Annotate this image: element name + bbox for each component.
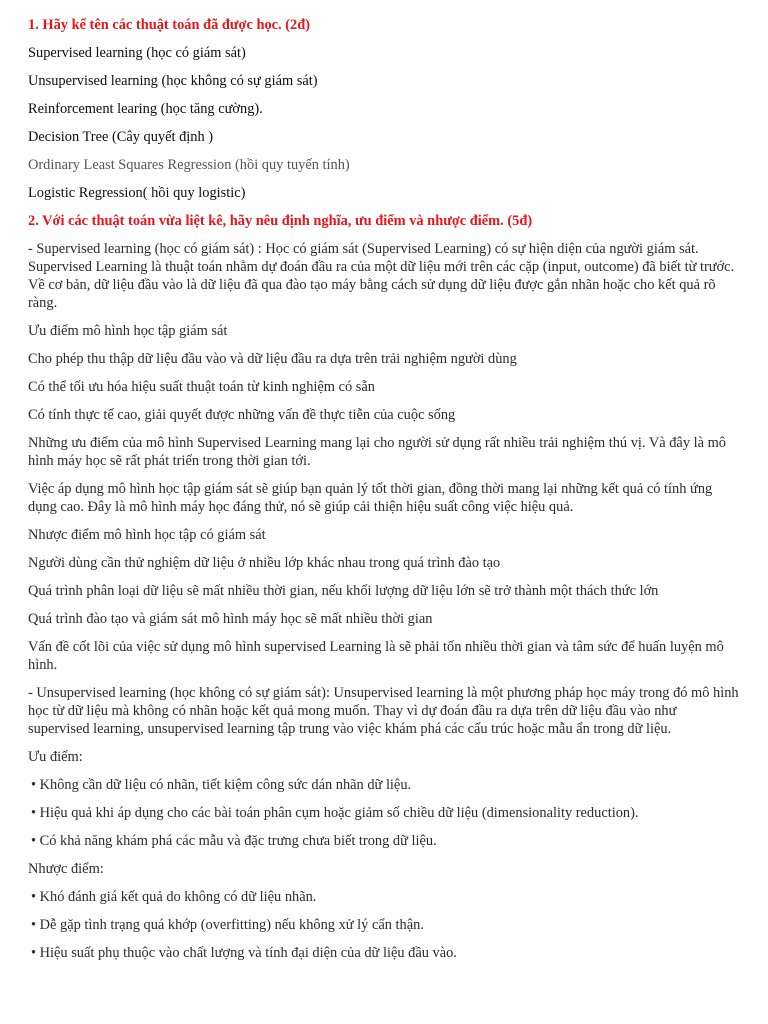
bullet-item: • Hiệu quả khi áp dụng cho các bài toán phân cụm hoặc giảm số chiều dữ liệu (dimensionality reduction). xyxy=(31,805,639,821)
unsupervised-definition-paragraph: - Unsupervised learning (học không có sự giám sát): Unsupervised learning là một phương pháp học máy trong đó mô hình học từ dữ liệu mà không có nhãn hoặc kết quả mong muốn. Thay vì dự đoán đầu ra dựa trên dữ liệu đầu vào như supervised learning, unsupervised learning tập trung vào việc khám phá các cấu trúc hoặc mẫu ẩn trong dữ liệu. xyxy=(28,685,739,737)
bullet-item: • Khó đánh giá kết quả do không có dữ liệu nhãn. xyxy=(31,889,317,905)
paragraph: Quá trình phân loại dữ liệu sẽ mất nhiều thời gian, nếu khối lượng dữ liệu lớn sẽ trở thành một thách thức lớn xyxy=(28,583,659,599)
algo-item-logistic-regression: Logistic Regression( hồi quy logistic) xyxy=(28,185,246,201)
bullet-item: • Có khả năng khám phá các mẫu và đặc trưng chưa biết trong dữ liệu. xyxy=(31,833,437,849)
algo-item-decision-tree: Decision Tree (Cây quyết định ) xyxy=(28,129,214,145)
paragraph: Có tính thực tế cao, giải quyết được những vấn đề thực tiễn của cuộc sống xyxy=(28,407,456,423)
unsupervised-advantages-title: Ưu điểm: xyxy=(28,749,83,765)
paragraph: Những ưu điểm của mô hình Supervised Learning mang lại cho người sử dụng rất nhiều trải nghiệm thú vị. Và đây là mô hình máy học sẽ rất phát triển trong thời gian tới. xyxy=(28,435,726,469)
bullet-item: • Hiệu suất phụ thuộc vào chất lượng và tính đại diện của dữ liệu đầu vào. xyxy=(31,945,457,961)
document-page xyxy=(28,16,740,972)
paragraph: Việc áp dụng mô hình học tập giám sát sẽ giúp bạn quản lý tốt thời gian, đồng thời mang lại những kết quả có tính ứng dụng cao. Đây là mô hình máy học đáng thử, nó sẽ giúp cải thiện hiệu suất công việc hiệu quả. xyxy=(28,481,713,515)
supervised-advantages-title: Ưu điểm mô hình học tập giám sát xyxy=(28,323,228,339)
supervised-definition-paragraph: - Supervised learning (học có giám sát) : Học có giám sát (Supervised Learning) có sự hiện diện của người giám sát. Supervised Learning là thuật toán nhằm dự đoán đầu ra của một dữ liệu mới trên các cặp (input, outcome) đã biết từ trước. Về cơ bản, dữ liệu đầu vào là dữ liệu đã qua đào tạo máy bằng cách sử dụng dữ liệu được gắn nhãn hoặc cho kết quả rõ ràng. xyxy=(28,241,735,311)
question-2-heading: 2. Với các thuật toán vừa liệt kê, hãy nêu định nghĩa, ưu điểm và nhược điểm. (5đ) xyxy=(28,213,533,229)
paragraph: Người dùng cần thử nghiệm dữ liệu ở nhiều lớp khác nhau trong quá trình đào tạo xyxy=(28,555,501,571)
bullet-item: • Không cần dữ liệu có nhãn, tiết kiệm công sức dán nhãn dữ liệu. xyxy=(31,777,412,793)
paragraph: Quá trình đào tạo và giám sát mô hình máy học sẽ mất nhiều thời gian xyxy=(28,611,433,627)
bullet-item: • Dễ gặp tình trạng quá khớp (overfitting) nếu không xử lý cẩn thận. xyxy=(31,917,424,933)
paragraph: Vấn đề cốt lõi của việc sử dụng mô hình supervised Learning là sẽ phải tốn nhiều thời gian và tâm sức để huấn luyện mô hình. xyxy=(28,639,724,673)
question-1-heading: 1. Hãy kể tên các thuật toán đã được học. (2đ) xyxy=(28,17,311,33)
unsupervised-disadvantages-title: Nhược điểm: xyxy=(28,861,104,877)
algo-item-supervised: Supervised learning (học có giám sát) xyxy=(28,45,246,61)
algo-item-ols-regression: Ordinary Least Squares Regression (hồi quy tuyến tính) xyxy=(28,157,350,173)
paragraph: Có thể tối ưu hóa hiệu suất thuật toán từ kinh nghiệm có sẵn xyxy=(28,379,375,395)
paragraph: Cho phép thu thập dữ liệu đầu vào và dữ liệu đầu ra dựa trên trải nghiệm người dùng xyxy=(28,351,517,367)
supervised-disadvantages-title: Nhược điểm mô hình học tập có giám sát xyxy=(28,527,266,543)
algo-item-reinforcement: Reinforcement learing (học tăng cường). xyxy=(28,101,263,117)
algo-item-unsupervised: Unsupervised learning (học không có sự giám sát) xyxy=(28,73,318,89)
